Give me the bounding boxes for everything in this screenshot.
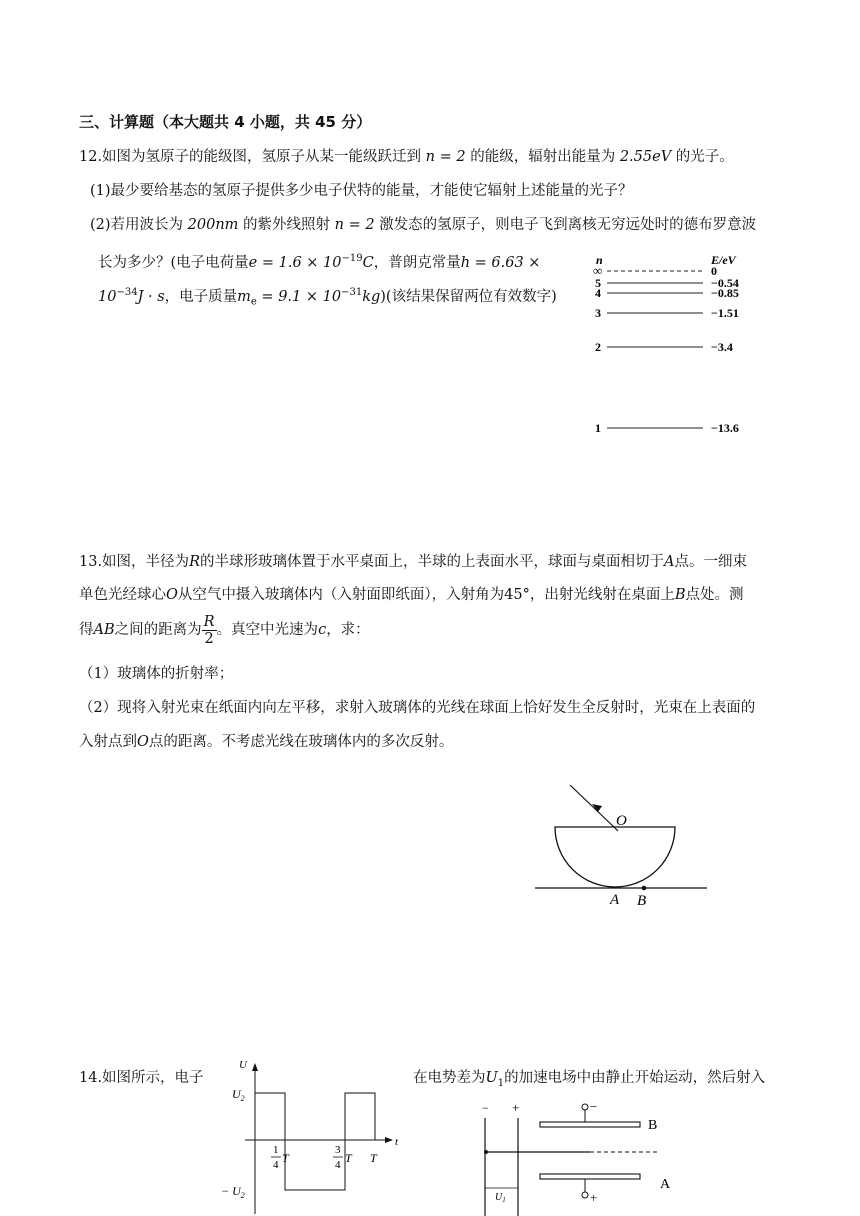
q13-part1: （1）玻璃体的折射率；: [79, 666, 234, 682]
q13-line3-text-c: 。真空中光速为: [216, 622, 319, 638]
tick2-denominator: 4: [335, 1159, 341, 1171]
plate-b-terminal-sign: −: [590, 1099, 598, 1114]
q14-text-c: 的加速电场中由静止开始运动，然后射入: [504, 1070, 766, 1086]
fraction-denominator: 2: [204, 630, 214, 647]
q12-stem-text-c: 的光子。: [675, 149, 734, 165]
q14-line1-left: 14.如图所示，电子: [79, 1070, 204, 1086]
plate-b-label: B: [648, 1118, 658, 1133]
q13-part2-text-b: 点的距离。不考虑光线在玻璃体内的多次反射。: [148, 734, 454, 750]
level-3-n: 3: [595, 306, 601, 320]
plate-plus-sign: +: [512, 1100, 520, 1115]
q13-line1-text-c: 点。一细束: [674, 554, 747, 570]
q12-part2-math-1: 200nm: [187, 217, 239, 233]
level-inf-n: ∞: [593, 263, 603, 278]
figure-label-o: O: [616, 813, 627, 829]
q12-part2: [90, 215, 756, 235]
incident-ray: [570, 785, 615, 828]
q13-line1-text-b: 的半球形玻璃体置于水平桌面上，半球的上表面水平，球面与桌面相切于: [199, 554, 664, 570]
tick1-T: T: [282, 1151, 289, 1165]
u1-label: $U_1$: [495, 1192, 506, 1204]
q12-line4-text-a: ，电子质量: [164, 288, 238, 305]
plate-a-terminal-sign: +: [590, 1190, 598, 1205]
q12-line3-math-1: e = 1.6 × 10: [248, 254, 342, 271]
q12-line4-math-1: 10: [98, 288, 117, 305]
q12-part2-text-b: 的紫外线照射: [243, 217, 331, 233]
tick2-T: T: [345, 1151, 352, 1165]
q12-line3-text-b: ，普朗克常量: [373, 254, 461, 271]
tick1-numerator: 1: [273, 1144, 279, 1156]
figure-label-b: B: [637, 893, 647, 909]
q12-line4-sub: e: [250, 296, 257, 308]
deflection-apparatus: [470, 1092, 690, 1216]
diagram-n-header: n: [596, 253, 603, 267]
q13-line1-R: R: [189, 554, 200, 570]
q13-line2-text-a: 单色光经球心: [79, 587, 166, 603]
figure-label-a: A: [610, 892, 620, 908]
q12-line3-math-2: h = 6.63 ×: [460, 254, 541, 271]
q12-line4-math-2: m: [237, 288, 251, 305]
q12-line3-text-a: 长为多少？(电子电荷量: [98, 254, 249, 271]
plate-b-terminal: [582, 1104, 588, 1110]
level-5-n: 5: [595, 276, 601, 290]
level-3-e: −1.51: [711, 306, 739, 320]
tick3-T: T: [370, 1151, 377, 1165]
level-5-e: −0.54: [711, 276, 739, 290]
q13-line2-B: B: [674, 587, 686, 603]
q14-line1-right: [413, 1068, 765, 1094]
q12-line4-math-3: = 9.1 × 10: [256, 288, 342, 305]
q12-line4-math-1b: J · s: [137, 288, 165, 305]
q13-line1-text-a: 13.如图，半径为: [79, 554, 190, 570]
level-2-n: 2: [595, 340, 601, 354]
q12-line3-sup-1: −19: [341, 253, 363, 264]
q13-line3-text-b: 之间的距离为: [114, 622, 202, 638]
q12-part1: (1)最少要给基态的氢原子提供多少电子伏特的能量，才能使它辐射上述能量的光子？: [90, 183, 633, 199]
q14-U: U: [485, 1070, 498, 1086]
q13-line3: [79, 612, 370, 648]
voltage-time-graph: [215, 1056, 410, 1216]
q12-line4-sup-2: −31: [341, 287, 363, 298]
plate-a-terminal: [582, 1192, 588, 1198]
hemisphere-body: [555, 827, 675, 887]
q12-stem-math-2: 2.55eV: [619, 149, 672, 165]
plate-a: [540, 1174, 640, 1179]
x-axis-arrow-icon: [385, 1137, 393, 1143]
graph-x-label: t: [395, 1136, 399, 1148]
q12-line4-math-4: kg: [362, 288, 381, 305]
q13-part2-O: O: [137, 734, 149, 750]
plate-b: [540, 1122, 640, 1127]
q12-stem-text-b: 的能级，辐射出能量为: [470, 149, 616, 165]
graph-neg-label: − $U_2$: [221, 1184, 245, 1200]
tick2-numerator: 3: [335, 1144, 341, 1156]
q13-line1: [79, 552, 747, 572]
q13-line2-text-b: 从空气中摄入玻璃体内（入射面即纸面），入射角为45°，出射光线射在桌面上: [177, 587, 675, 603]
q13-part2-line2: [79, 732, 453, 752]
q12-stem-math-1: n = 2: [425, 149, 466, 165]
graph-y-label: U: [239, 1059, 247, 1071]
q12-part2-math-2: n = 2: [334, 217, 375, 233]
hemisphere-figure: [530, 780, 715, 910]
section-title: 三、计算题（本大题共 4 小题，共 45 分）: [79, 113, 372, 131]
q13-line2-text-c: 点处。测: [685, 587, 744, 603]
energy-level-diagram: [585, 248, 775, 440]
q13-fraction: [202, 614, 217, 647]
q14-text-b: 在电势差为: [413, 1070, 486, 1086]
fraction-numerator: R: [203, 613, 215, 630]
level-inf-e: 0: [711, 264, 717, 278]
electron-source: [484, 1150, 488, 1154]
q12-part2-text-c: 激发态的氢原子，则电子飞到离核无穷远处时的德布罗意波: [379, 217, 757, 233]
square-wave: [255, 1093, 375, 1190]
q12-part2-text-a: (2)若用波长为: [90, 217, 184, 233]
graph-pos-label: $U_2$: [232, 1087, 245, 1103]
q13-line1-A: A: [663, 554, 675, 570]
q12-line3: [98, 249, 540, 273]
q13-part2-text-a: 入射点到: [79, 734, 137, 750]
q14-U-sub: 1: [497, 1077, 505, 1089]
diagram-e-header: E/eV: [711, 253, 736, 267]
q12-line4: [98, 283, 557, 313]
q13-line2-O: O: [166, 587, 178, 603]
q13-line3-text-d: ，求：: [326, 622, 370, 638]
level-4-n: 4: [595, 286, 601, 300]
q13-line3-AB: AB: [93, 622, 115, 638]
level-1-e: −13.6: [711, 421, 739, 435]
plate-a-label: A: [660, 1177, 671, 1192]
point-b-marker: [642, 886, 647, 891]
q13-line3-text-a: 得: [79, 622, 94, 638]
level-1-n: 1: [595, 421, 601, 435]
q12-line3-math-1b: C: [362, 254, 374, 271]
plate-minus-sign: −: [482, 1101, 489, 1115]
q12-stem: [79, 147, 734, 167]
q13-line2: [79, 585, 744, 605]
q12-line4-sup-1: −34: [116, 287, 138, 298]
tick1-denominator: 4: [273, 1159, 279, 1171]
q12-stem-text-a: 12.如图为氢原子的能级图，氢原子从某一能级跃迁到: [79, 149, 422, 165]
q13-part2-line1: （2）现将入射光束在纸面内向左平移，求射入玻璃体的光线在球面上恰好发生全反射时，光束在上表面的: [79, 700, 756, 716]
q13-line3-c: c: [318, 622, 327, 638]
level-2-e: −3.4: [711, 340, 733, 354]
level-4-e: −0.85: [711, 286, 739, 300]
y-axis-arrow-icon: [252, 1063, 258, 1071]
q12-line4-text-b: )(该结果保留两位有效数字): [380, 288, 557, 305]
